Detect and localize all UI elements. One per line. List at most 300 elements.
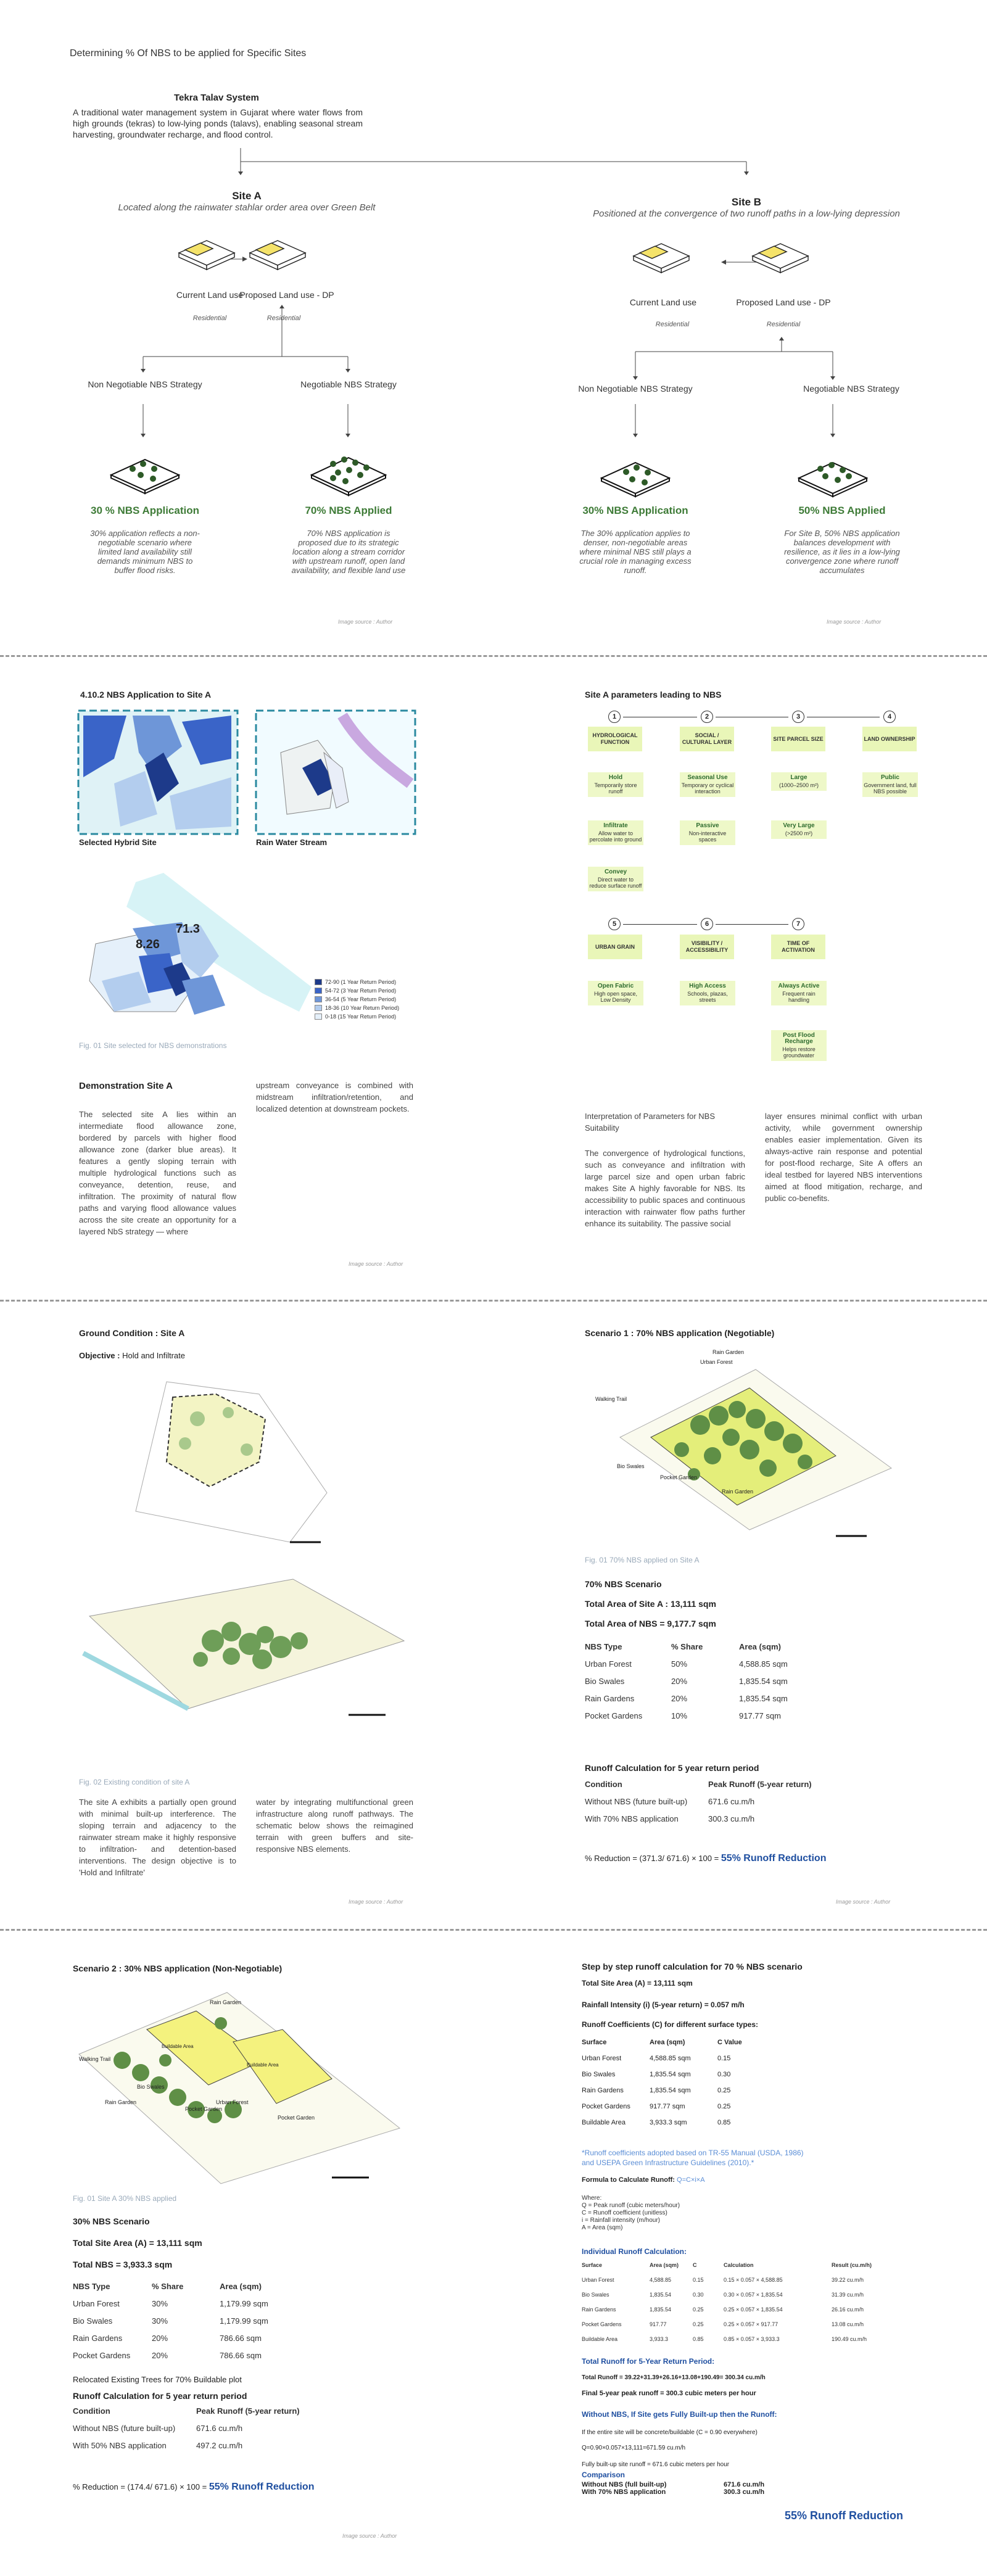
label-rain-garden-2: Rain Garden — [722, 1488, 754, 1495]
label-buildable-area: Buildable Area — [162, 2044, 194, 2049]
siteA-d2: 70% NBS application is proposed due to its strategic location along a stream corridor with upstream runoff, open land availability, and flexible land use — [291, 529, 406, 575]
label-bio-swales: Bio Swales — [137, 2084, 165, 2090]
label-buildable-area-2: Buildable Area — [247, 2062, 279, 2068]
table-row — [582, 2273, 872, 2287]
table-row — [582, 2099, 742, 2115]
table-cell: Rain Gardens — [582, 2087, 624, 2094]
table-cell: 1,835.54 — [650, 2292, 672, 2298]
label-walking-trail: Walking Trail — [79, 2056, 111, 2062]
source-note: Image source : Author — [827, 619, 882, 625]
siteB-res2: Residential — [766, 321, 801, 328]
siteA-res1: Residential — [192, 315, 227, 322]
reduction — [73, 2482, 314, 2493]
table-cell: 10% — [671, 1711, 688, 1720]
formula-legend — [582, 2195, 680, 2232]
legend-item — [315, 1012, 399, 1021]
source-note: Image source : Author — [349, 1261, 403, 1267]
label-pocket-garden-2: Pocket Garden — [278, 2115, 315, 2121]
table-cell: 786.66 sqm — [220, 2333, 262, 2343]
th: Area (sqm) — [650, 2262, 679, 2268]
label-pocket-garden: Pocket Garden — [185, 2106, 223, 2112]
flow-arrow — [623, 924, 697, 925]
figure-caption: Fig. 01 Site selected for NBS demonstrations — [79, 1041, 227, 1050]
param-sub-desc: Temporary or cyclical interaction — [681, 782, 734, 795]
param-sub-box — [862, 772, 918, 797]
label-rain-garden: Rain Garden — [210, 1999, 242, 2005]
coef-title: Runoff Coefficients (C) for different surface types: — [582, 2020, 759, 2029]
table-cell: 190.49 cu.m/h — [832, 2336, 867, 2342]
table-cell: 30% — [152, 2298, 168, 2308]
figure-caption: Fig. 01 Site A 30% NBS applied — [73, 2194, 177, 2203]
site-area: Total Area of Site A : 13,111 sqm — [585, 1599, 716, 1609]
siteB-name: Site B — [731, 196, 762, 208]
table-row — [582, 2488, 764, 2496]
source-note: Image source : Author — [338, 619, 393, 625]
legend-label: 72-90 (1 Year Return Period) — [325, 979, 397, 985]
param-sub-title: Open Fabric — [597, 983, 634, 989]
formula: Q=C×i×A — [677, 2176, 705, 2184]
table-cell: 0.30 — [717, 2071, 731, 2078]
th: Condition — [585, 1779, 622, 1789]
table-cell: 30% — [152, 2316, 168, 2326]
table-cell: Without NBS (full built-up) — [582, 2481, 667, 2488]
divider — [0, 1929, 987, 1931]
th: Condition — [73, 2406, 110, 2416]
table-cell: 1,835.54 sqm — [650, 2087, 691, 2094]
table-row — [582, 2332, 872, 2347]
table-row — [585, 1655, 788, 1672]
table-cell: Bio Swales — [585, 1676, 625, 1686]
param-sub-box — [680, 820, 735, 845]
param-sub-box — [680, 772, 735, 797]
table-row — [73, 2437, 300, 2454]
runoff-table — [585, 1775, 812, 1827]
param-sub-title: Passive — [696, 822, 719, 829]
param-sub-box — [588, 981, 643, 1005]
reduction-formula: % Reduction = (371.3/ 671.6) × 100 = — [585, 1854, 719, 1863]
table-row — [73, 2419, 300, 2437]
table-cell: Bio Swales — [582, 2071, 616, 2078]
param-number: 1 — [608, 711, 621, 723]
table-row — [73, 2347, 268, 2364]
siteB-proposed: Proposed Land use - DP — [736, 297, 831, 307]
param-sub-desc: Allow water to percolate into ground — [589, 830, 642, 843]
th: NBS Type — [73, 2281, 110, 2291]
table-cell: 20% — [152, 2350, 168, 2360]
param-box: TIME OF ACTIVATION — [771, 935, 825, 959]
table-row — [585, 1707, 788, 1724]
table-cell: 300.3 cu.m/h — [708, 1814, 755, 1823]
reduction-value: 55% Runoff Reduction — [721, 1853, 827, 1864]
param-sub-desc: (1000–2500 m²) — [778, 782, 819, 788]
siteA-neg: Negotiable NBS Strategy — [300, 379, 397, 389]
th: Result (cu.m/h) — [832, 2262, 872, 2268]
siteB-pct2: 50% NBS Applied — [798, 505, 886, 516]
siteB-nonneg: Non Negotiable NBS Strategy — [578, 384, 693, 394]
table-cell: 0.15 — [717, 2055, 731, 2062]
runoff-title: Runoff Calculation for 5 year return period — [585, 1763, 759, 1773]
table-cell: 3,933.3 sqm — [650, 2119, 687, 2126]
param-box: SITE PARCEL SIZE — [771, 727, 825, 751]
existing-site-plan — [105, 1369, 352, 1548]
ground-title: Ground Condition : Site A — [79, 1328, 185, 1338]
param-sub-desc: Helps restore groundwater — [782, 1046, 816, 1059]
param-sub-title: Infiltrate — [603, 822, 628, 829]
param-sub-desc: Government land, full NBS possible — [864, 782, 917, 795]
param-sub-box — [771, 772, 827, 791]
param-box: LAND OWNERSHIP — [862, 727, 917, 751]
label-pocket-garden: Pocket Garden — [660, 1474, 698, 1480]
comparison-reduction: 55% Runoff Reduction — [785, 2509, 903, 2522]
table-row — [73, 2329, 268, 2347]
param-sub-title: Post Flood Recharge — [783, 1032, 815, 1045]
legend-item — [315, 986, 399, 995]
table-cell: 50% — [671, 1659, 688, 1669]
table-row — [585, 1810, 812, 1827]
th: Surface — [582, 2039, 607, 2046]
table-row — [582, 2287, 872, 2302]
table-cell: Urban Forest — [585, 1659, 632, 1669]
siteA-name: Site A — [232, 190, 262, 202]
param-number: 5 — [608, 918, 621, 930]
individual-table — [582, 2258, 872, 2347]
table-cell: Buildable Area — [582, 2336, 618, 2342]
siteA-pct1: 30 % NBS Application — [90, 505, 199, 516]
table-cell: Urban Forest — [582, 2277, 614, 2283]
table-cell: Buildable Area — [582, 2119, 626, 2126]
params-title: Site A parameters leading to NBS — [585, 690, 722, 700]
formula-legend-line: i = Rainfall intensity (m/hour) — [582, 2217, 660, 2224]
table-row — [73, 2295, 268, 2312]
table-cell: Rain Gardens — [582, 2306, 616, 2313]
table-cell: 671.6 cu.m/h — [196, 2423, 243, 2433]
param-sub-title: Seasonal Use — [687, 774, 728, 781]
table-cell: With 70% NBS application — [585, 1814, 679, 1823]
label-urban-forest: Urban Forest — [700, 1359, 733, 1365]
divider — [0, 1300, 987, 1302]
site-area: Total Site Area (A) = 13,111 sqm — [73, 2238, 202, 2248]
param-number: 4 — [883, 711, 896, 723]
table-row — [582, 2317, 872, 2332]
param-sub-title: Convey — [604, 869, 627, 875]
param-sub-title: Public — [880, 774, 899, 781]
tekra-title: Tekra Talav System — [174, 93, 259, 103]
table-cell: 39.22 cu.m/h — [832, 2277, 864, 2283]
table-cell: 0.25 — [693, 2321, 704, 2327]
table-row — [582, 2083, 742, 2099]
th: Peak Runoff (5-year return) — [196, 2406, 300, 2416]
th: C — [693, 2262, 697, 2268]
table-cell: 0.85 — [717, 2119, 731, 2126]
legend-swatch — [315, 1005, 322, 1011]
runoff-title: Runoff Calculation for 5 year return period — [73, 2391, 247, 2401]
table-cell: 0.25 × 0.057 × 1,835.54 — [724, 2306, 783, 2313]
table-row — [585, 1793, 812, 1810]
formula-legend-line: Q = Peak runoff (cubic meters/hour) — [582, 2202, 680, 2209]
siteB-sub: Positioned at the convergence of two runoff paths in a low-lying depression — [593, 208, 900, 219]
table-cell: 1,835.54 sqm — [650, 2071, 691, 2078]
param-sub-desc: Temporarily store runoff — [594, 782, 637, 795]
coef-table — [582, 2034, 742, 2131]
param-sub-box — [588, 867, 643, 891]
table-row — [582, 2481, 764, 2488]
param-sub-desc: Direct water to reduce surface runoff — [589, 877, 642, 889]
table-cell: 0.25 — [693, 2306, 704, 2313]
table-cell: 0.30 — [693, 2292, 704, 2298]
figure-caption: Fig. 01 70% NBS applied on Site A — [585, 1556, 700, 1564]
without-nbs-line1: If the entire site will be concrete/buildable (C = 0.90 everywhere) — [582, 2429, 758, 2436]
param-sub-title: Large — [790, 774, 807, 781]
th: % Share — [671, 1641, 703, 1651]
table-cell: Pocket Gardens — [582, 2321, 622, 2327]
demo-col1: The selected site A lies within an intermediate flood allowance zone, bordered by parcels with higher flood allowance zone (darker blue areas). It features a gently sloping terrain with multiple hydrological functions such as conveyance, detention, reuse, and infiltration. The proximity of natural flow paths and varying flood allowance values across the site create an opportunity for a layered NbS strategy — where — [79, 1110, 236, 1236]
table-cell: Without NBS (future built-up) — [585, 1796, 688, 1806]
interp-col1: The convergence of hydrological functions, such as conveyance and infiltration with large parcel size and open urban fabric makes Site A highly favorable for NBS. Its accessibility to public spaces and continuous interaction with rainwater flow paths further enhance its suitability. The passive social — [585, 1149, 745, 1228]
objective — [79, 1351, 185, 1360]
param-sub-desc: High open space, Low Density — [593, 991, 638, 1003]
param-sub-box — [771, 981, 827, 1005]
param-sub-title: Very Large — [783, 822, 815, 829]
table-row — [582, 2115, 742, 2131]
legend-label: 54-72 (3 Year Return Period) — [325, 988, 397, 994]
siteA-nonneg: Non Negotiable NBS Strategy — [88, 379, 202, 389]
param-sub-box — [771, 820, 827, 839]
label-hybrid-site: Selected Hybrid Site — [79, 838, 157, 847]
calc-title: Step by step runoff calculation for 70 % NBS scenario — [582, 1962, 803, 1971]
tekra-desc: A traditional water management system in Gujarat where water flows from high grounds (tekras) to low-lying ponds (talavs), enabling seasonal stream harvesting, groundwater recharge, and flood control. — [73, 107, 363, 139]
legend-swatch — [315, 996, 322, 1002]
existing-condition-3d — [77, 1567, 416, 1733]
table-cell: 0.25 — [717, 2103, 731, 2110]
siteB-current: Current Land use — [629, 297, 697, 307]
table-cell: Bio Swales — [582, 2292, 609, 2298]
th: NBS Type — [585, 1641, 622, 1651]
siteA-proposed: Proposed Land use - DP — [239, 290, 334, 300]
plot-value-a: 8.26 — [136, 938, 160, 951]
siteB-pct1: 30% NBS Application — [582, 505, 688, 516]
source-note: Image source : Author — [342, 2533, 397, 2539]
table-cell: With 50% NBS application — [73, 2440, 167, 2450]
formula-legend-line: A = Area (sqm) — [582, 2224, 623, 2231]
nbs-table — [585, 1638, 788, 1724]
table-cell: 4,588.85 sqm — [650, 2055, 691, 2062]
table-cell: 917.77 sqm — [739, 1711, 781, 1720]
table-row — [582, 2302, 872, 2317]
scenario1-title: Scenario 1 : 70% NBS application (Negotiable) — [585, 1328, 775, 1338]
divider — [0, 655, 987, 657]
label-walking-trail: Walking Trail — [595, 1396, 627, 1402]
table-cell: Pocket Gardens — [582, 2103, 630, 2110]
table-cell: Without NBS (future built-up) — [73, 2423, 176, 2433]
table-cell: 1,179.99 sqm — [220, 2298, 268, 2308]
table-cell: 20% — [671, 1693, 688, 1703]
legend-item — [315, 978, 399, 986]
comparison-title: Comparison — [582, 2471, 626, 2479]
label-rain-garden-2: Rain Garden — [105, 2099, 137, 2105]
table-cell: 0.15 — [693, 2277, 704, 2283]
table-cell: 917.77 — [650, 2321, 667, 2327]
ground-col2: water by integrating multifunctional green infrastructure along runoff pathways. The schematic below shows the reimagined terrain with green buffers and site-responsive NBS elements. — [256, 1798, 413, 1854]
siteB-d1: The 30% application applies to denser, non-negotiable areas where minimal NBS still plays a crucial role in managing excess runoff. — [579, 529, 692, 575]
without-nbs-line2: Q=0.90×0.057×13,111=671.59 cu.m/h — [582, 2445, 686, 2451]
table-cell: Urban Forest — [582, 2055, 622, 2062]
legend-label: 0-18 (15 Year Return Period) — [325, 1013, 397, 1020]
nbs-table — [73, 2277, 268, 2364]
table-cell: Pocket Gardens — [73, 2350, 131, 2360]
figure-caption-2: Fig. 02 Existing condition of site A — [79, 1778, 190, 1786]
param-number: 2 — [701, 711, 713, 723]
interp-col2: layer ensures minimal conflict with urban activity, while government ownership enables easier implementation. Given its always-active rain response and potential for post-flood recharge, Site A offers an ideal testbed for layered NBS interventions aimed at flood mitigation, recharge, and public co-benefits. — [765, 1112, 922, 1203]
th: Area (sqm) — [650, 2039, 685, 2046]
table-cell: 917.77 sqm — [650, 2103, 685, 2110]
demo-col2: upstream conveyance is combined with midstream infiltration/retention, and localized detention at downstream pockets. — [256, 1081, 413, 1113]
nbs-area: Total Area of NBS = 9,177.7 sqm — [585, 1619, 716, 1629]
siteA-d1: 30% application reflects a non-negotiable scenario where limited land availability still demands minimum NBS to buffer flood risks. — [90, 529, 200, 575]
table-cell: 0.85 — [693, 2336, 704, 2342]
label-bio-swales: Bio Swales — [617, 1463, 645, 1469]
table-cell: Bio Swales — [73, 2316, 113, 2326]
table-cell: 0.25 — [717, 2087, 731, 2094]
calc-intensity: Rainfall Intensity (i) (5-year return) = 0.057 m/h — [582, 2000, 745, 2009]
table-row — [582, 2050, 742, 2066]
flood-legend — [315, 978, 399, 1021]
runoff-table — [73, 2402, 300, 2454]
label-urban-forest: Urban Forest — [216, 2099, 249, 2105]
individual-title: Individual Runoff Calculation: — [582, 2247, 687, 2256]
siteA-pct2: 70% NBS Applied — [305, 505, 392, 516]
legend-swatch — [315, 979, 322, 985]
param-box: SOCIAL / CULTURAL LAYER — [680, 727, 734, 751]
siteA-res2: Residential — [266, 315, 301, 322]
scenario-label: 30% NBS Scenario — [73, 2216, 150, 2226]
table-cell: Pocket Gardens — [585, 1711, 643, 1720]
table-cell: 3,933.3 — [650, 2336, 669, 2342]
legend-swatch — [315, 1013, 322, 1020]
param-number: 7 — [792, 918, 804, 930]
table-cell: 20% — [671, 1676, 688, 1686]
formula-legend-line: C = Runoff coefficient (unitless) — [582, 2210, 667, 2216]
siteB-res1: Residential — [655, 321, 690, 328]
table-cell: 4,588.85 sqm — [739, 1659, 788, 1669]
table-cell: 1,835.54 — [650, 2306, 672, 2313]
table-cell: With 70% NBS application — [582, 2488, 666, 2496]
table-cell: 671.6 cu.m/h — [724, 2481, 765, 2488]
reduction-value: 55% Runoff Reduction — [209, 2482, 315, 2492]
legend-swatch — [315, 988, 322, 994]
scenario2-title: Scenario 2 : 30% NBS application (Non-Negotiable) — [73, 1963, 283, 1973]
total-equation: Total Runoff = 39.22+31.39+26.16+13.08+190.49= 300.34 cu.m/h — [582, 2374, 766, 2381]
table-cell: 786.66 sqm — [220, 2350, 262, 2360]
th: C Value — [717, 2039, 742, 2046]
table-cell: Rain Gardens — [585, 1693, 635, 1703]
table-cell: Urban Forest — [73, 2298, 120, 2308]
param-number: 3 — [792, 711, 804, 723]
table-cell: Rain Gardens — [73, 2333, 123, 2343]
table-row — [73, 2312, 268, 2329]
objective-value: Hold and Infiltrate — [122, 1351, 185, 1360]
siteB-neg: Negotiable NBS Strategy — [803, 384, 899, 394]
legend-item — [315, 1004, 399, 1012]
reduction — [585, 1853, 826, 1864]
objective-label: Objective : — [79, 1351, 120, 1360]
legend-label: 18-36 (10 Year Return Period) — [325, 1005, 400, 1011]
section-heading: 4.10.2 NBS Application to Site A — [80, 690, 212, 700]
siteA-sub: Located along the rainwater stahlar order area over Green Belt — [118, 202, 376, 213]
final-runoff: Final 5-year peak runoff = 300.3 cubic meters per hour — [582, 2390, 756, 2397]
table-cell: 300.3 cu.m/h — [724, 2488, 765, 2496]
table-cell: 0.85 × 0.057 × 3,933.3 — [724, 2336, 780, 2342]
total-title: Total Runoff for 5-Year Return Period: — [582, 2357, 715, 2366]
demo-title: Demonstration Site A — [79, 1081, 173, 1091]
interp-title: Interpretation of Parameters for NBS Suitability — [585, 1112, 715, 1133]
table-cell: 1,835.54 sqm — [739, 1693, 788, 1703]
flow-arrow — [716, 924, 788, 925]
table-cell: 1,835.54 sqm — [739, 1676, 788, 1686]
param-sub-desc: Frequent rain handling — [782, 991, 816, 1003]
without-nbs-line3: Fully built-up site runoff = 671.6 cubic meters per hour — [582, 2461, 730, 2468]
site-maps — [77, 709, 423, 839]
formula-legend-line: Where: — [582, 2195, 602, 2202]
param-sub-title: Always Active — [778, 983, 820, 989]
formula-label: Formula to Calculate Runoff: — [582, 2176, 675, 2184]
table-cell: 671.6 cu.m/h — [708, 1796, 755, 1806]
th: Surface — [582, 2262, 603, 2268]
table-cell: 1,179.99 sqm — [220, 2316, 268, 2326]
scenario1-3d — [608, 1345, 898, 1548]
param-sub-desc: Schools, plazas, streets — [687, 991, 728, 1003]
param-sub-desc: Non-interactive spaces — [688, 830, 727, 843]
table-cell: 0.30 × 0.057 × 1,835.54 — [724, 2292, 783, 2298]
param-sub-box — [680, 981, 735, 1005]
table-row — [585, 1690, 788, 1707]
source-note: Image source : Author — [836, 1899, 891, 1905]
table-cell: 31.39 cu.m/h — [832, 2292, 864, 2298]
param-sub-title: Hold — [608, 774, 623, 781]
ground-col1: The site A exhibits a partially open ground with minimal built-up interference. The sloping terrain and adjacency to the rainwater stream make it highly responsive to infiltration- and detention-based interventions. The design objective is to 'Hold and Infiltrate' — [79, 1798, 236, 1877]
th: Peak Runoff (5-year return) — [708, 1779, 812, 1789]
table-cell: 13.08 cu.m/h — [832, 2321, 864, 2327]
param-box: URBAN GRAIN — [588, 935, 642, 959]
relocated-note: Relocated Existing Trees for 70% Buildable plot — [73, 2375, 242, 2384]
table-cell: 20% — [152, 2333, 168, 2343]
param-box: VISIBILITY / ACCESSIBILITY — [680, 935, 734, 959]
siteA-current: Current Land use — [176, 290, 244, 300]
table-cell: 0.25 × 0.057 × 917.77 — [724, 2321, 778, 2327]
param-sub-title: High Access — [689, 983, 726, 989]
siteB-d2: For Site B, 50% NBS application balances development with resilience, as it lies in a low-lying convergence zone where runoff accumulates — [784, 529, 900, 575]
param-sub-box — [588, 772, 643, 797]
nbs-area: Total NBS = 3,933.3 sqm — [73, 2260, 173, 2269]
table-row — [585, 1672, 788, 1690]
table-row — [582, 2066, 742, 2083]
table-cell: 4,588.85 — [650, 2277, 672, 2283]
th: Calculation — [724, 2262, 754, 2268]
label-rain-garden: Rain Garden — [712, 1349, 745, 1355]
th: % Share — [152, 2281, 184, 2291]
param-box: HYDROLOGICAL FUNCTION — [588, 727, 642, 751]
scenario-label: 70% NBS Scenario — [585, 1579, 662, 1589]
comparison-table — [582, 2481, 764, 2496]
source-note: Image source : Author — [349, 1899, 403, 1905]
legend-item — [315, 995, 399, 1004]
table-cell: 497.2 cu.m/h — [196, 2440, 243, 2450]
table-cell: 26.16 cu.m/h — [832, 2306, 864, 2313]
reduction-formula: % Reduction = (174.4/ 671.6) × 100 = — [73, 2482, 207, 2491]
label-rain-stream: Rain Water Stream — [256, 838, 328, 847]
param-sub-box — [771, 1030, 827, 1061]
scenario2-3d — [73, 1986, 406, 2190]
table-cell: 0.15 × 0.057 × 4,588.85 — [724, 2277, 783, 2283]
